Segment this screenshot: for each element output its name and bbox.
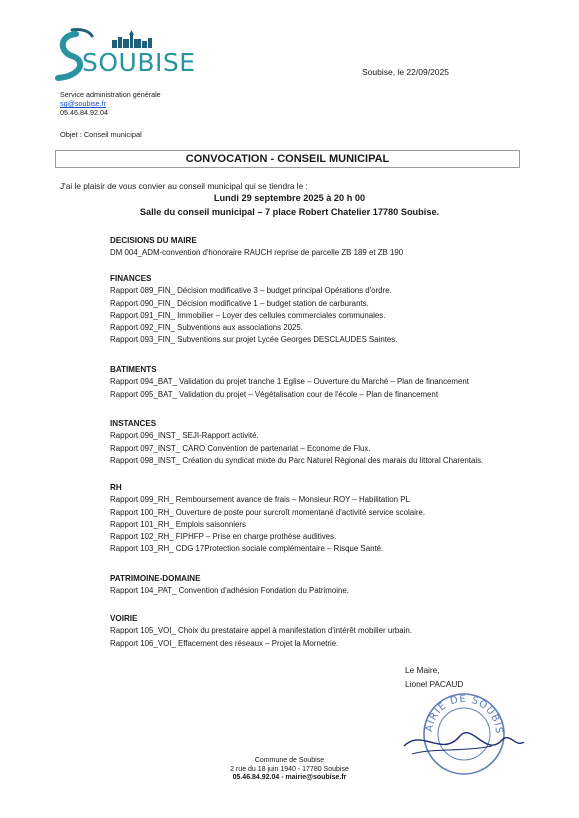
agenda-item: Rapport 092_FIN_ Subventions aux associations 2025.	[110, 323, 304, 333]
agenda-item: Rapport 098_INST_ Création du syndicat mixte du Parc Naturel Régional des marais du littoral Charentais.	[110, 455, 484, 465]
section-heading: VOIRIE	[110, 614, 138, 623]
svg-text:MAIRIE DE SOUBISE: AIRIE DE SOUBIS	[423, 693, 505, 735]
section-batiments	[110, 364, 469, 401]
agenda-item: Rapport 090_FIN_ Décision modificative 1 – budget station de carburants.	[110, 298, 369, 308]
section-heading: RH	[110, 483, 122, 492]
footer-address: 2 rue du 18 juin 1940 - 17780 Soubise	[230, 765, 349, 773]
agenda-item: Rapport 100_RH_ Ouverture de poste pour surcroît momentané d'activité service scolaire.	[110, 507, 426, 517]
footer-commune: Commune de Soubise	[254, 757, 325, 764]
section-heading: FINANCES	[110, 274, 152, 283]
section-patrimoine	[110, 573, 349, 598]
agenda-item: Rapport 096_INST_ SEJI-Rapport activité.	[110, 431, 259, 441]
section-heading: BATIMENTS	[110, 365, 157, 374]
signature-block	[405, 663, 463, 691]
section-heading: DECISIONS DU MAIRE	[110, 236, 197, 245]
letter-object: Objet : Conseil municipal	[60, 130, 142, 139]
agenda-item: Rapport 095_BAT_ Validation du projet – Végétalisation cour de l'école – Plan de financement	[110, 389, 439, 399]
signatory-name: Lionel PACAUD	[405, 679, 464, 689]
footer	[0, 757, 579, 783]
agenda-item: Rapport 104_PAT_ Convention d'adhésion Fondation du Patrimoine.	[110, 586, 349, 596]
agenda-item: Rapport 103_RH_ CDG 17Protection sociale complémentaire – Risque Santé.	[110, 544, 384, 554]
agenda-item: Rapport 094_BAT_ Validation du projet tranche 1 Eglise – Ouverture du Marché – Plan de financement	[110, 377, 469, 387]
section-heading: INSTANCES	[110, 419, 157, 428]
agenda-item: Rapport 102_RH_ FIPHFP – Prise en charge prothèse auditives.	[110, 532, 337, 542]
agenda-item: Rapport 101_RH_ Emplois saisonniers	[110, 519, 246, 529]
soubise-logo	[52, 26, 196, 84]
agenda-item: Rapport 091_FIN_ Immobilier – Loyer des cellules commerciales communales.	[110, 310, 386, 320]
section-rh	[110, 482, 425, 556]
sender-email-link[interactable]: sg@soubise.fr	[60, 99, 107, 108]
section-voirie	[110, 613, 412, 650]
footer-contact: 05.46.84.92.04 - mairie@soubise.fr	[232, 774, 347, 782]
sender-block	[60, 90, 161, 117]
sender-service: Service administration générale	[60, 90, 161, 99]
intro-text: J'ai le plaisir de vous convier au conseil municipal qui se tiendra le :	[60, 181, 308, 191]
agenda-item: Rapport 097_INST_ CARO Convention de partenariat – Econome de Flux.	[110, 443, 371, 453]
agenda-item: Rapport 089_FIN_ Décision modificative 3 – budget principal Opérations d'ordre.	[110, 286, 392, 296]
section-instances	[110, 418, 483, 467]
document-title: CONVOCATION - CONSEIL MUNICIPAL	[55, 150, 520, 168]
agenda-item: DM 004_ADM-convention d'honoraire RAUCH reprise de parcelle ZB 189 et ZB 190	[110, 248, 404, 258]
agenda-item: Rapport 099_RH_ Remboursement avance de frais – Monsieur ROY – Habilitation PL	[110, 495, 410, 505]
sender-phone: 05.46.84.92.04	[60, 108, 108, 117]
agenda-item: Rapport 106_VOI_ Effacement des réseaux – Projet la Mornetrie.	[110, 638, 339, 648]
agenda-item: Rapport 105_VOI_ Choix du prestataire appel à manifestation d'intérêt mobilier urbain.	[110, 626, 412, 636]
section-decisions	[110, 235, 403, 260]
section-heading: PATRIMOINE-DOMAINE	[110, 574, 201, 583]
agenda-item: Rapport 093_FIN_ Subventions sur projet Lycée Georges DESCLAUDES Saintes.	[110, 335, 398, 345]
meeting-place: Salle du conseil municipal – 7 place Robert Chatelier 17780 Soubise.	[139, 207, 440, 217]
section-finances	[110, 273, 397, 347]
letter-date: Soubise, le 22/09/2025	[362, 67, 449, 77]
signatory-role: Le Maire,	[405, 665, 440, 675]
meeting-date: Lundi 29 septembre 2025 à 20 h 00	[213, 193, 366, 203]
logo-text: SOUBISE	[82, 48, 196, 77]
